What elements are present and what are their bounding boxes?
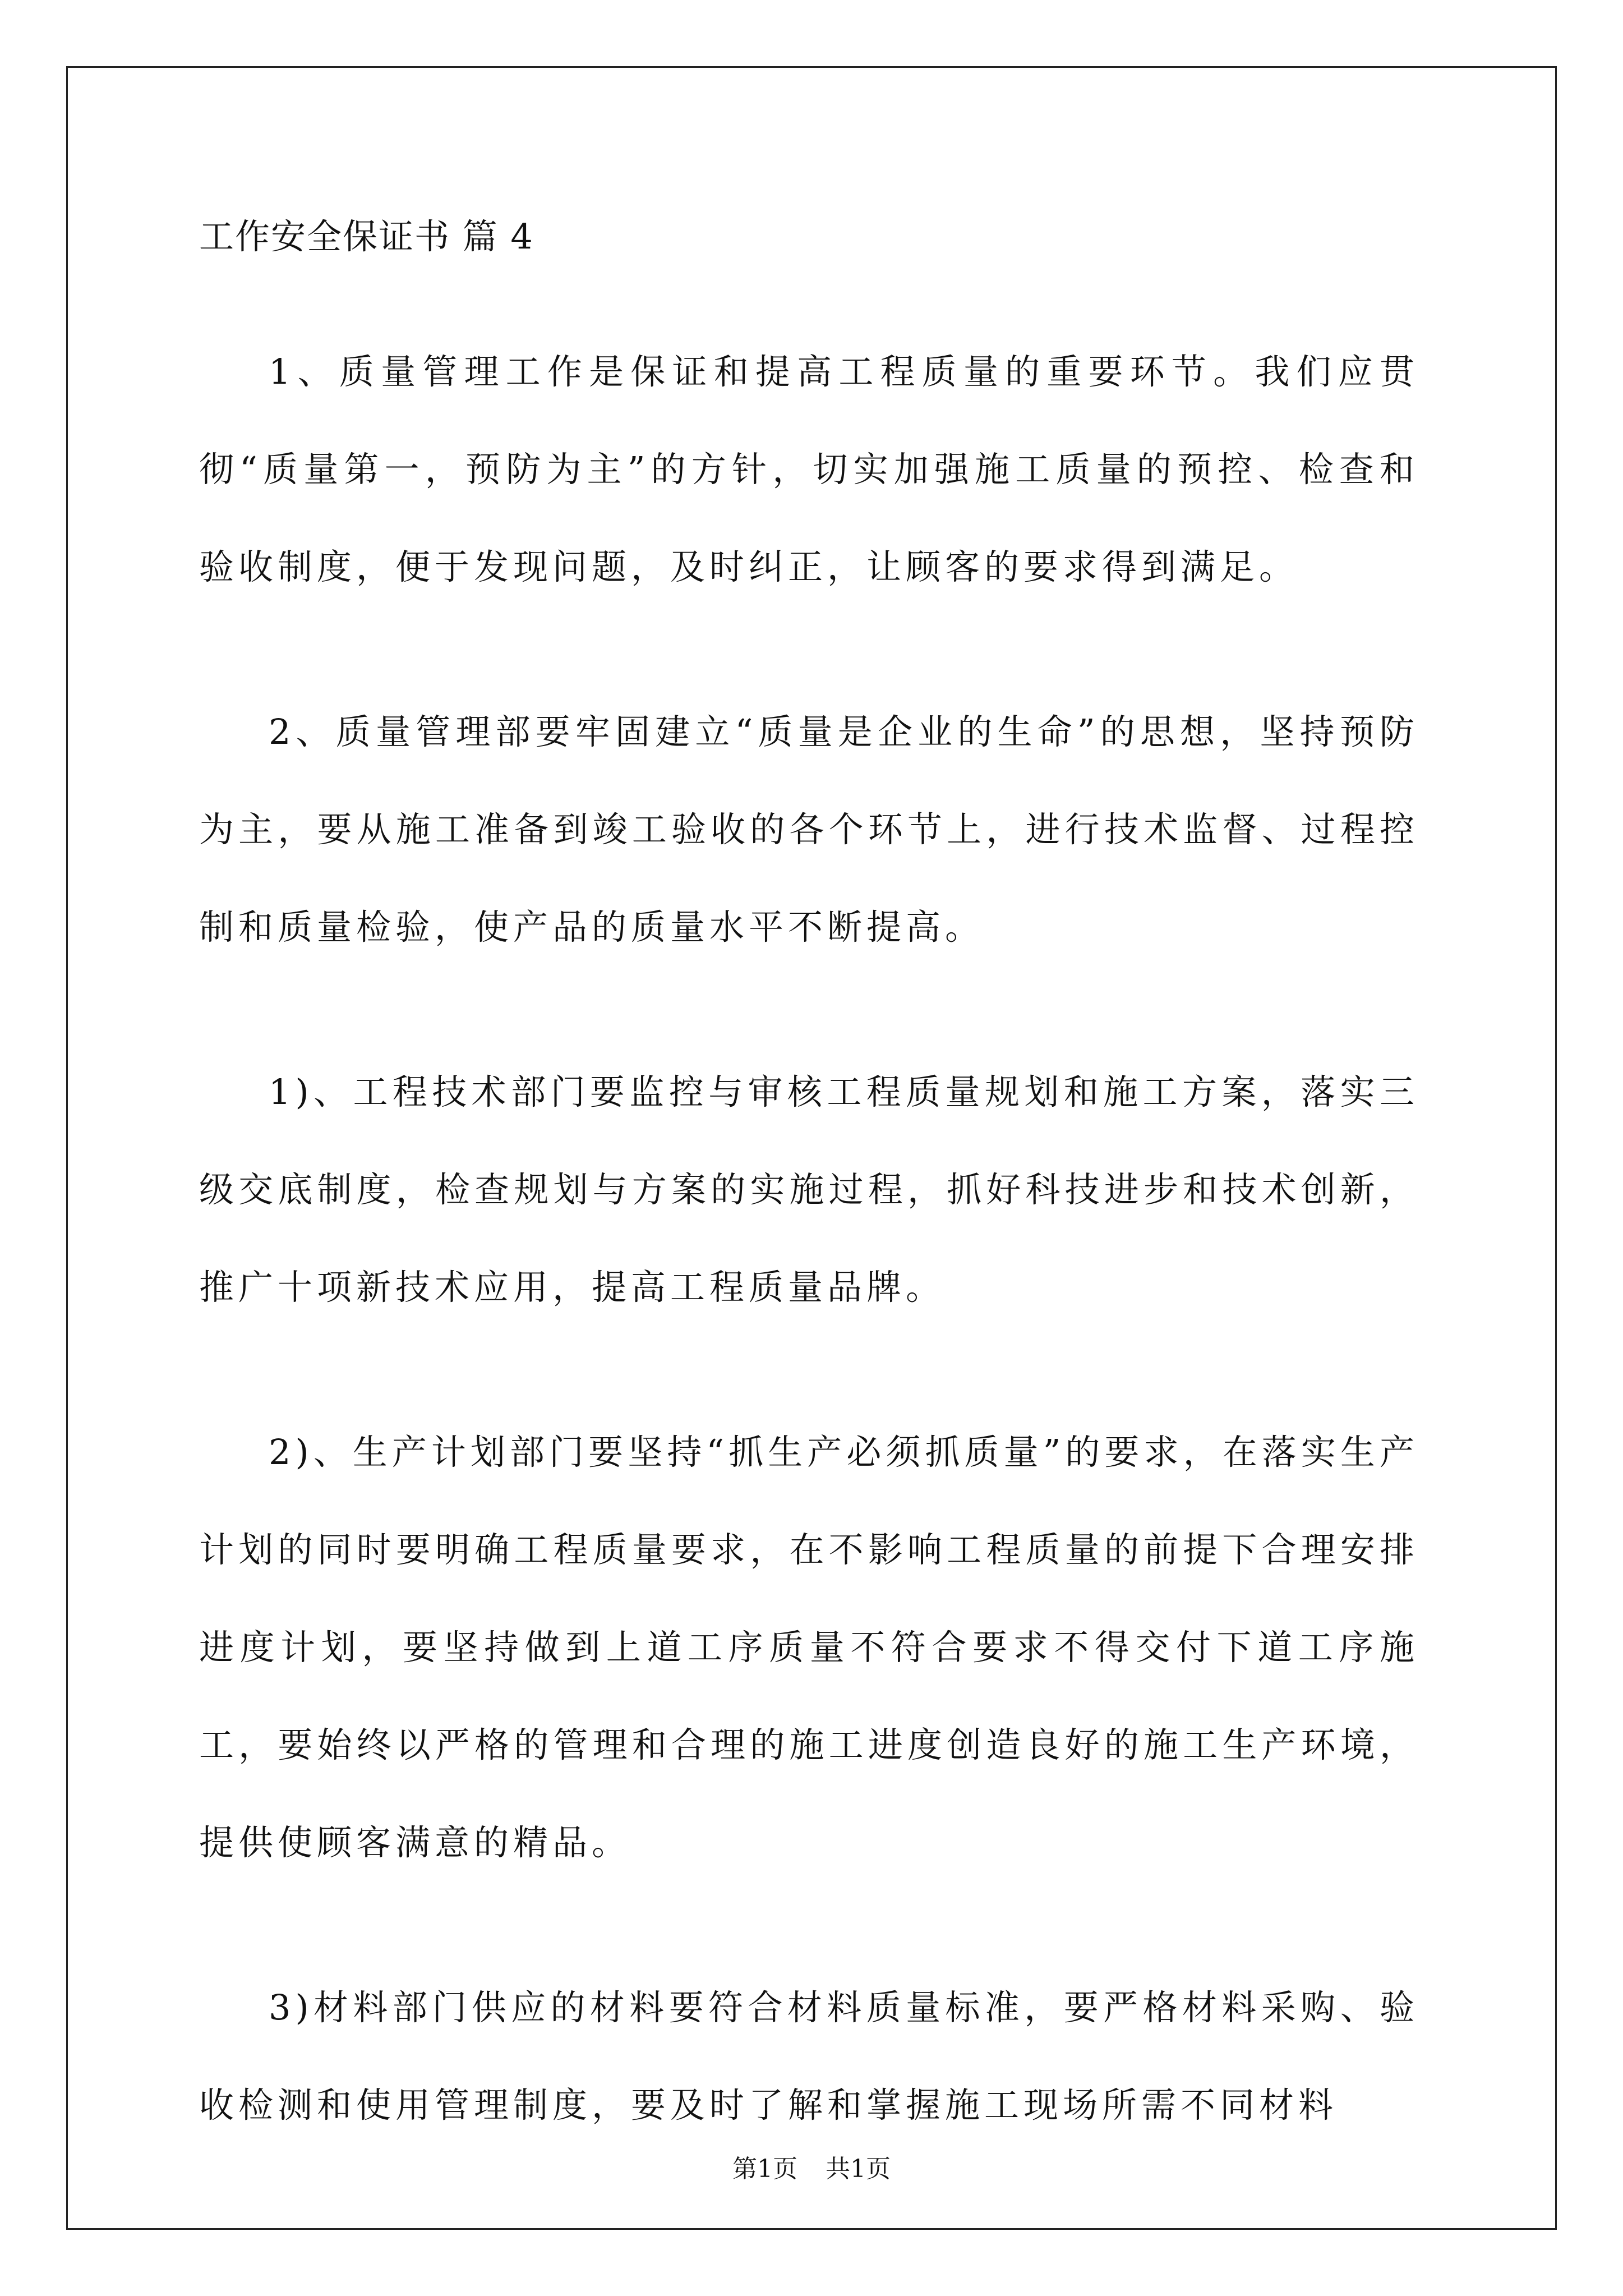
paragraph-4: 2)、生产计划部门要坚持“抓生产必须抓质量”的要求，在落实生产计划的同时要明确工程质量要求，在不影响工程质量的前提下合理安排进度计划，要坚持做到上道工序质量不符合要求不得交付下道工序施工，要始终以严格的管理和合理的施工进度创造良好的施工生产环境，提供使顾客满意的精品。 xyxy=(199,1432,1419,1863)
page-footer xyxy=(0,2148,1623,2184)
page-number: 第1页 xyxy=(732,2155,797,2183)
document-body xyxy=(199,209,1419,2154)
paragraph-3: 1)、工程技术部门要监控与审核工程质量规划和施工方案，落实三级交底制度，检查规划与方案的实施过程，抓好科技进步和技术创新，推广十项新技术应用，提高工程质量品牌。 xyxy=(199,1071,1419,1308)
document-heading: 工作安全保证书 篇 4 xyxy=(199,216,534,257)
page-total: 共1页 xyxy=(826,2155,891,2183)
paragraph-1: 1、质量管理工作是保证和提高工程质量的重要环节。我们应贯彻“质量第一，预防为主”的方针，切实加强施工质量的预控、检查和验收制度，便于发现问题，及时纠正，让顾客的要求得到满足。 xyxy=(199,351,1419,587)
paragraph-5: 3)材料部门供应的材料要符合材料质量标准，要严格材料采购、验收检测和使用管理制度，要及时了解和掌握施工现场所需不同材料 xyxy=(199,1987,1419,2125)
paragraph-2: 2、质量管理部要牢固建立“质量是企业的生命”的思想，坚持预防为主，要从施工准备到竣工验收的各个环节上，进行技术监督、过程控制和质量检验，使产品的质量水平不断提高。 xyxy=(199,711,1419,947)
